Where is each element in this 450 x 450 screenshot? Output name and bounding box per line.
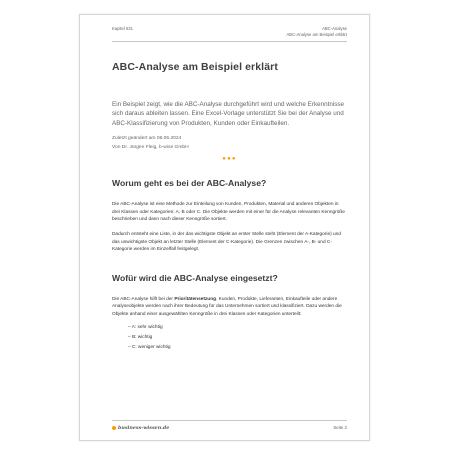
category-item-c: – C: weniger wichtig bbox=[128, 343, 347, 353]
section2-paragraph bbox=[112, 296, 347, 319]
section1-paragraph-2: Dadurch entsteht eine Liste, in der das wichtigste Objekt an erster Stelle steht (Element der A-Kategorie) und das unwichtigste Objekt an letzter Stelle (Element der C-Kategorie). Die Grenzen zwischen A-, B- und C-Kategorie werden im Einzelfall festgelegt. bbox=[112, 232, 341, 253]
header-title: ABC-Analyse bbox=[322, 26, 347, 31]
separator-dots: ●●● bbox=[222, 156, 237, 163]
category-item-a: – A: sehr wichtig bbox=[128, 323, 347, 333]
article-title: ABC-Analyse am Beispiel erklärt bbox=[112, 61, 278, 73]
brand-name: business-wissen.de bbox=[118, 425, 170, 431]
updated-date: Zuletzt geändert am 06.06.2024 bbox=[112, 136, 182, 142]
chapter-label: Kapitel 631 bbox=[112, 26, 133, 31]
header-right bbox=[286, 26, 347, 38]
page-number: Seite 2 bbox=[333, 425, 347, 430]
brand-dot-icon bbox=[112, 426, 116, 430]
document-page bbox=[79, 14, 370, 441]
page-footer bbox=[112, 420, 347, 433]
section1-paragraph-1: Die ABC-Analyse ist eine Methode zur Einteilung von Kunden, Produkten, Material und anderen Objekten in drei Klassen oder Kategorien: A, B oder C. Die Objekte werden mit einer für die Analyse relevanten Kenngröße beschrieben und dann nach dieser Kenngröße sortiert. bbox=[112, 202, 345, 223]
article-meta bbox=[112, 134, 347, 152]
page-content bbox=[112, 61, 347, 353]
section2-text-end: . Kunden, Produkte, Lieferanten, Einkaufteile oder andere Analyseobjekte werden nach ihrer Bedeutung für das Unternehmen sortiert und klassifiziert. Dazu werden die Objekte anhand einer ausgewählten Kenngröße in drei Klassen oder Kategorien unterteilt: bbox=[112, 296, 342, 317]
author-line: Von Dr. Jürgen Fleig, b-wise GmbH bbox=[112, 145, 189, 151]
category-list bbox=[112, 323, 347, 353]
brand-logo[interactable] bbox=[112, 425, 169, 431]
page-header bbox=[112, 25, 347, 42]
category-item-b: – B: wichtig bbox=[128, 333, 347, 343]
section-heading-worum: Worum geht es bei der ABC-Analyse? bbox=[112, 178, 267, 189]
section2-text-start: Die ABC-Analyse hilft bei der bbox=[112, 296, 175, 302]
section-heading-wofuer: Wofür wird die ABC-Analyse eingesetzt? bbox=[112, 272, 278, 283]
section2-bold-term: Prioritätensetzung bbox=[174, 296, 217, 302]
article-intro: Ein Beispiel zeigt, wie die ABC-Analyse durchgeführt wird und welche Erkenntnisse sich daraus ableiten lassen. Eine Excel-Vorlage unterstützt Sie bei der Analyse und ABC-Klassifizierung von Produkten, Kunden oder Einkaufteilen. bbox=[112, 101, 345, 127]
header-subtitle: ABC-Analyse am Beispiel erklärt bbox=[286, 31, 347, 37]
